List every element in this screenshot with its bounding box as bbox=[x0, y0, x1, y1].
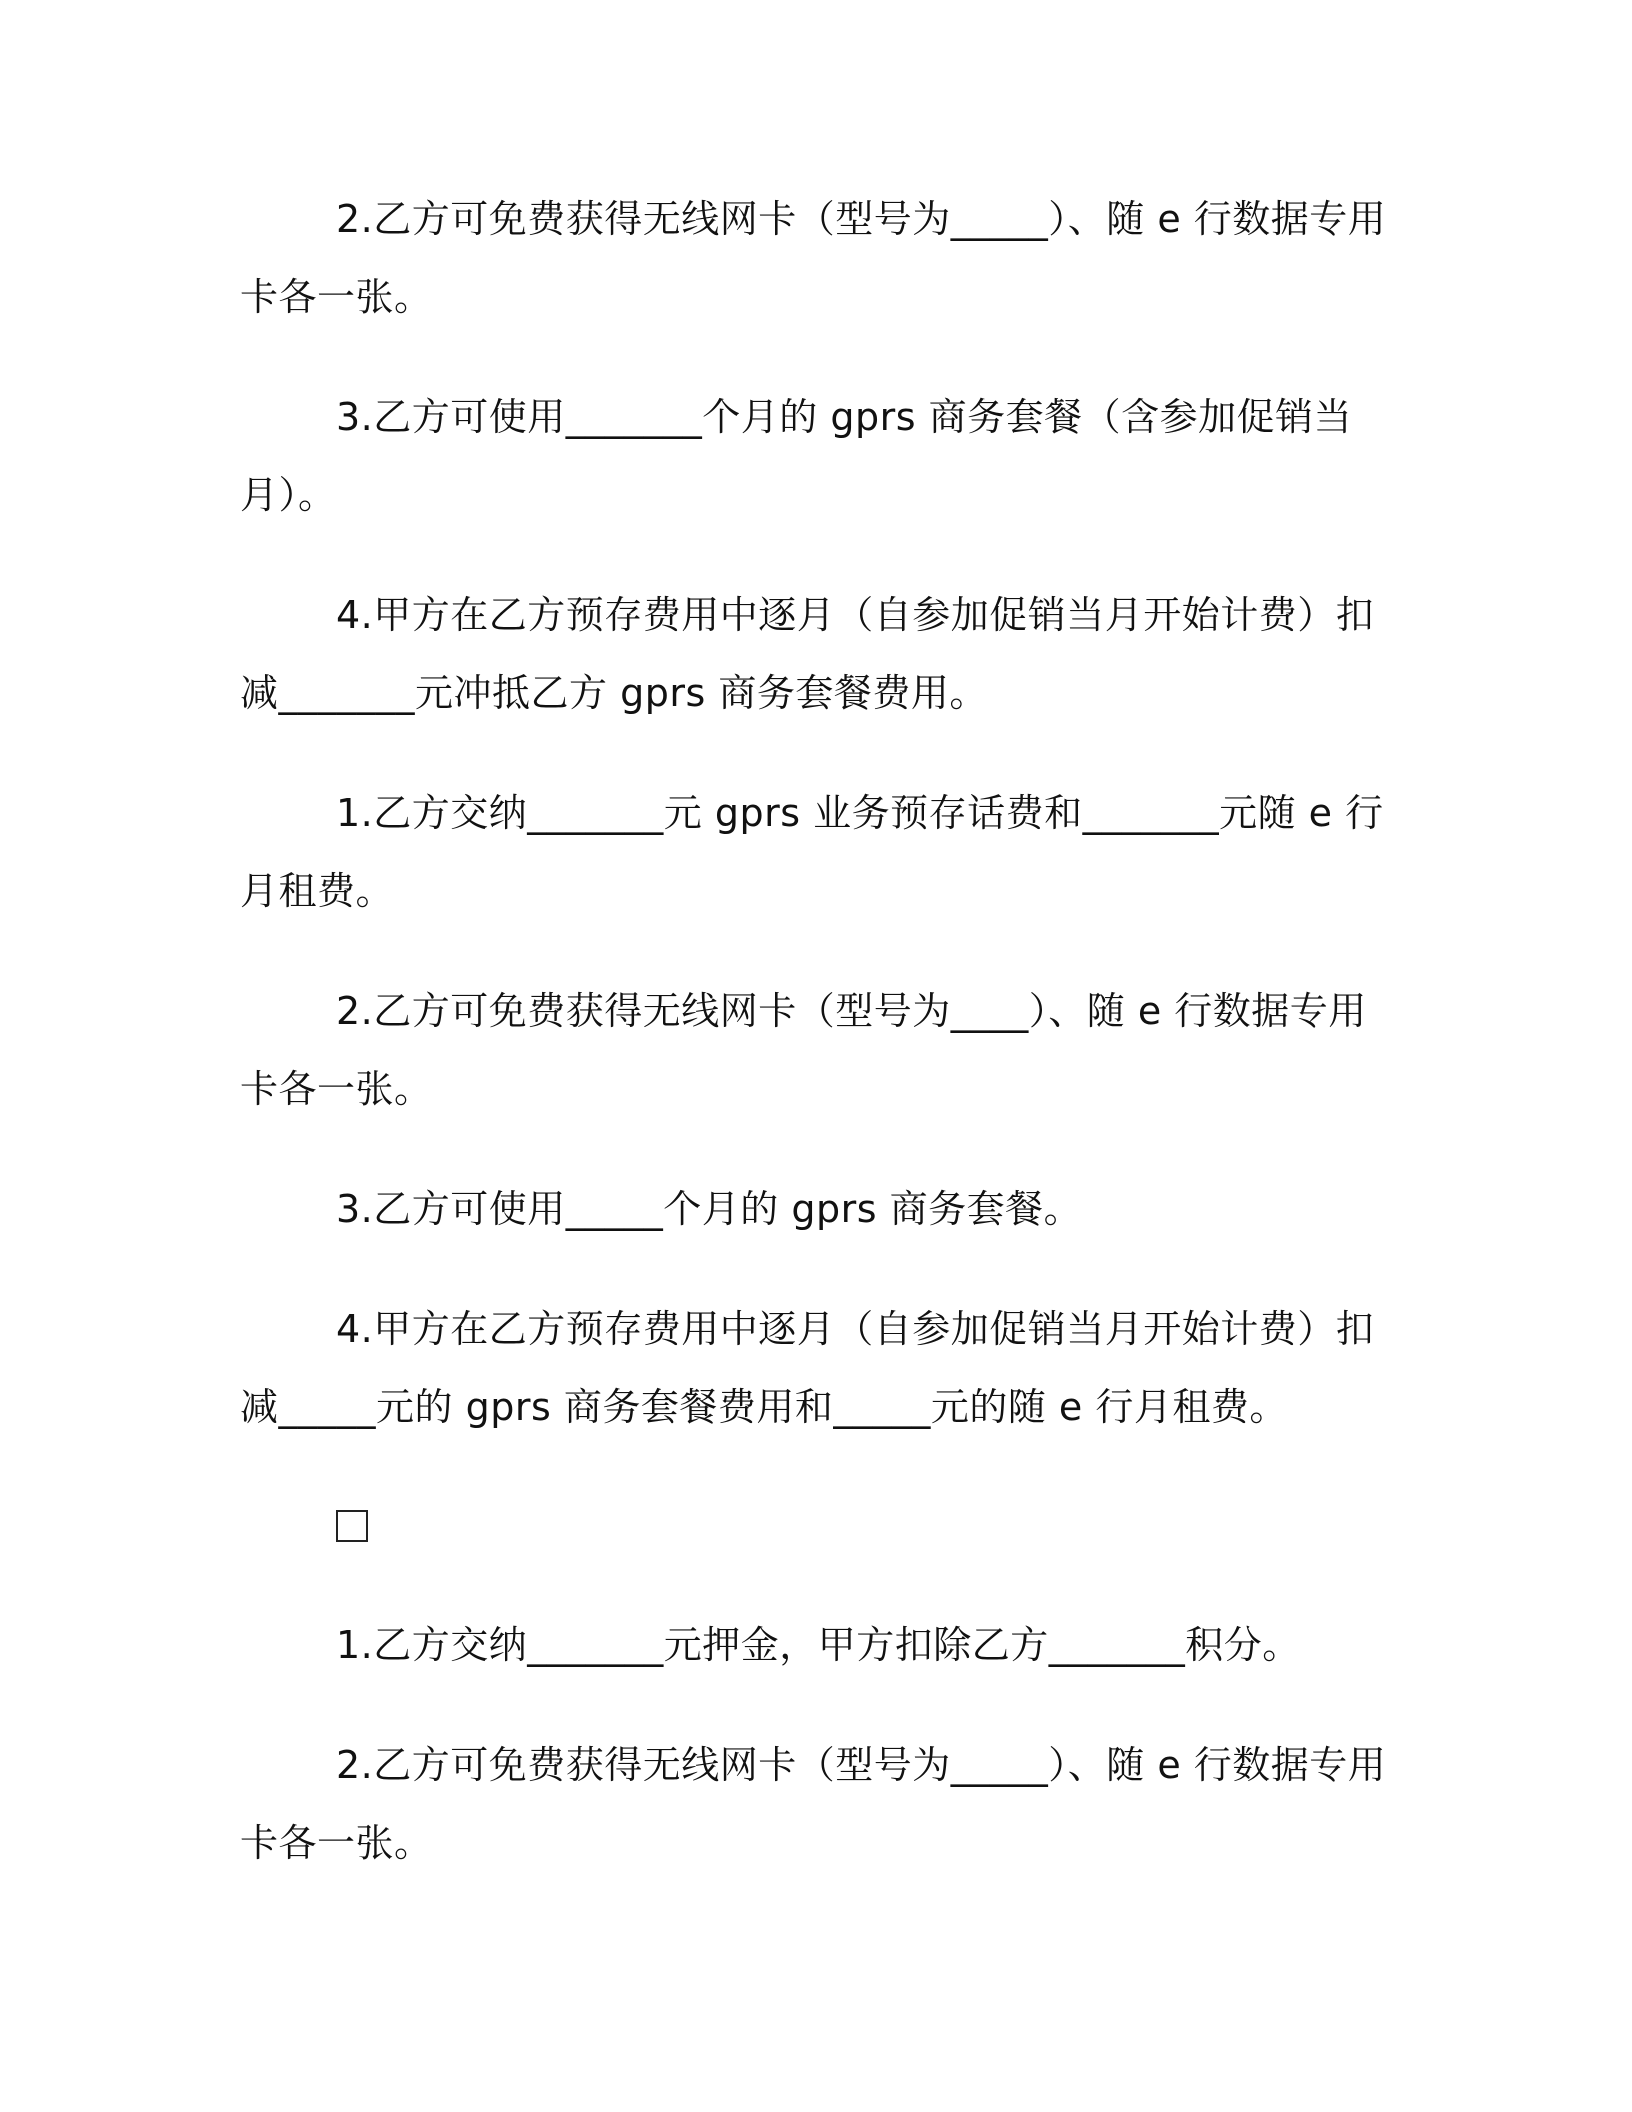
document-body bbox=[240, 180, 1390, 1924]
checkbox-line bbox=[240, 1488, 1390, 1566]
paragraph-wireless-card-3: 2.乙方可免费获得无线网卡（型号为_____）、随 e 行数据专用卡各一张。 bbox=[240, 1743, 1387, 1865]
paragraph-prepaid-fee: 1.乙方交纳_______元 gprs 业务预存话费和_______元随 e 行月租费。 bbox=[240, 791, 1384, 913]
paragraph-wireless-card-2: 2.乙方可免费获得无线网卡（型号为____）、随 e 行数据专用卡各一张。 bbox=[240, 989, 1367, 1111]
paragraph-gprs-months-1: 3.乙方可使用_______个月的 gprs 商务套餐（含参加促销当月）。 bbox=[240, 395, 1353, 517]
paragraph-deposit-points: 1.乙方交纳_______元押金，甲方扣除乙方_______积分。 bbox=[336, 1623, 1301, 1667]
paragraph-monthly-deduction-1: 4.甲方在乙方预存费用中逐月（自参加促销当月开始计费）扣减_______元冲抵乙方 gprs 商务套餐费用。 bbox=[240, 593, 1375, 715]
paragraph-wireless-card-1: 2.乙方可免费获得无线网卡（型号为_____）、随 e 行数据专用卡各一张。 bbox=[240, 197, 1387, 319]
checkbox-icon[interactable] bbox=[336, 1510, 368, 1542]
paragraph-gprs-months-2: 3.乙方可使用_____个月的 gprs 商务套餐。 bbox=[336, 1187, 1083, 1231]
paragraph-monthly-deduction-2: 4.甲方在乙方预存费用中逐月（自参加促销当月开始计费）扣减_____元的 gprs 商务套餐费用和_____元的随 e 行月租费。 bbox=[240, 1307, 1375, 1429]
